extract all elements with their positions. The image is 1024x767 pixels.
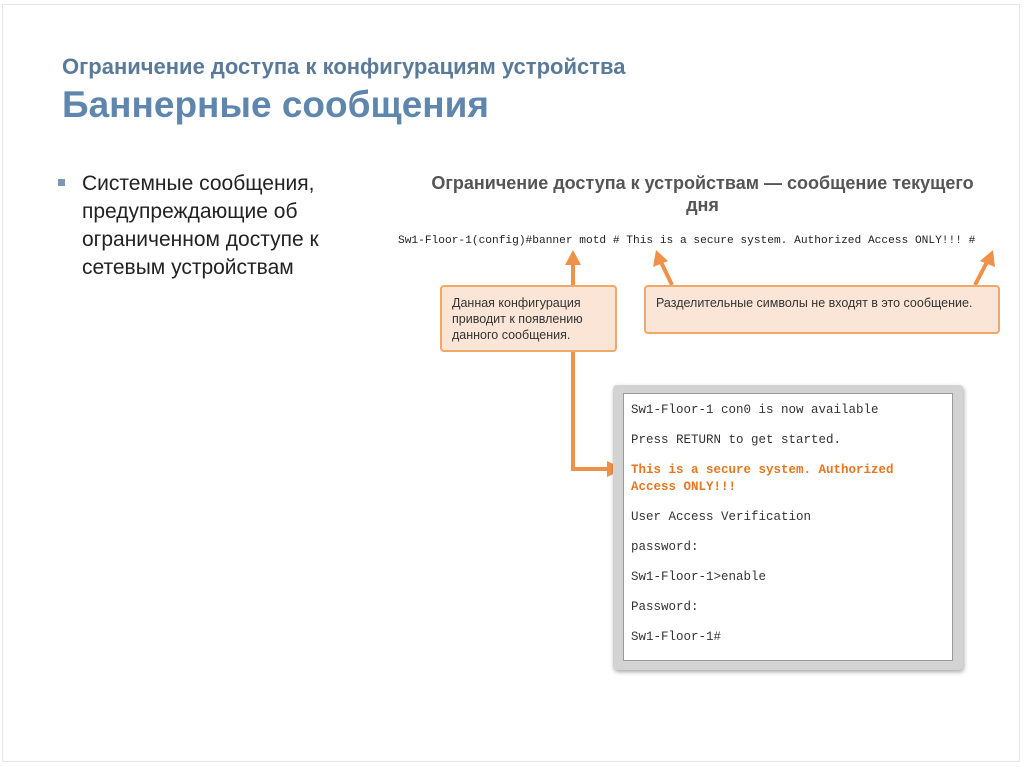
terminal-banner-line: This is a secure system. Authorized Access ONLY!!! <box>631 463 902 494</box>
terminal-line: User Access Verification <box>631 510 812 524</box>
arrow-delim2-line <box>975 262 987 285</box>
terminal-line: Sw1-Floor-1 con0 is now available <box>631 403 879 417</box>
arrow-to-terminal-line <box>573 352 608 469</box>
bullet-text: Системные сообщения, предупреждающие об ограниченном доступе к сетевым устройствам <box>82 172 319 279</box>
callout-delimiters: Разделительные символы не входят в это сообщение. <box>644 285 1000 334</box>
terminal-line: Press RETURN to get started. <box>631 433 842 447</box>
banner-command-line: Sw1-Floor-1(config)#banner motd # This is a secure system. Authorized Access ONLY!!! # <box>398 235 976 247</box>
arrow-delim1-line <box>661 262 672 285</box>
terminal-output <box>623 393 953 661</box>
figure-title: Ограничение доступа к устройствам — сообщение текущего дня <box>431 173 974 215</box>
terminal-line: password: <box>631 540 699 554</box>
callout-config: Данная конфигурация приводит к появлению данного сообщения. <box>440 285 617 352</box>
terminal-line: Sw1-Floor-1>enable <box>631 570 767 584</box>
terminal-line: Sw1-Floor-1# <box>631 630 722 644</box>
slide-title: Баннерные сообщения <box>62 84 489 125</box>
terminal-window <box>613 385 963 670</box>
terminal-line: Password: <box>631 600 699 614</box>
arrow-config-head-icon <box>565 250 581 265</box>
slide-subtitle: Ограничение доступа к конфигурациям устройства <box>62 54 626 79</box>
